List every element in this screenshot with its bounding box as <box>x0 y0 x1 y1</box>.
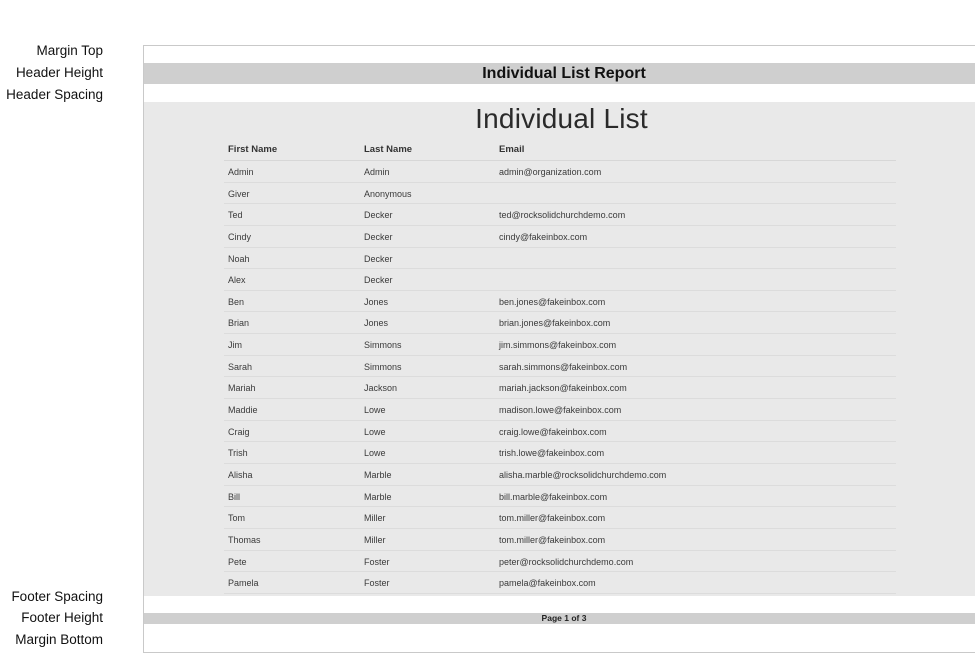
email-cell: bill.marble@fakeinbox.com <box>499 491 608 502</box>
report-header: Individual List Report <box>144 63 975 84</box>
last-name-cell: Lowe <box>364 426 386 437</box>
table-row <box>224 291 896 313</box>
last-name-cell: Simmons <box>364 361 402 372</box>
last-name-cell: Decker <box>364 253 393 264</box>
table-row <box>224 464 896 486</box>
column-header-last-name: Last Name <box>364 144 413 155</box>
last-name-cell: Decker <box>364 210 393 221</box>
table-row <box>224 507 896 529</box>
last-name-cell: Jones <box>364 318 389 329</box>
first-name-cell: Craig <box>228 426 250 437</box>
first-name-cell: Alisha <box>228 469 253 480</box>
first-name-cell: Giver <box>228 188 250 199</box>
first-name-cell: Noah <box>228 253 250 264</box>
table-row <box>224 269 896 291</box>
margin-bottom-label: Margin Bottom <box>15 632 103 647</box>
table-row <box>224 334 896 356</box>
column-header-first-name: First Name <box>228 144 278 155</box>
last-name-cell: Jackson <box>364 383 398 394</box>
first-name-cell: Tom <box>228 513 246 524</box>
email-cell: madison.lowe@fakeinbox.com <box>499 405 622 416</box>
last-name-cell: Decker <box>364 275 393 286</box>
table-row <box>224 421 896 443</box>
first-name-cell: Bill <box>228 491 241 502</box>
report-title: Individual List <box>475 103 648 134</box>
footer-height-label: Footer Height <box>21 610 103 625</box>
first-name-cell: Ted <box>228 210 243 221</box>
report-body <box>144 102 975 596</box>
first-name-cell: Maddie <box>228 405 258 416</box>
email-cell: mariah.jackson@fakeinbox.com <box>499 383 627 394</box>
table-row <box>224 161 896 183</box>
first-name-cell: Pamela <box>228 578 259 589</box>
first-name-cell: Admin <box>228 167 254 177</box>
last-name-cell: Simmons <box>364 340 402 351</box>
first-name-cell: Trish <box>228 448 248 459</box>
email-cell: jim.simmons@fakeinbox.com <box>499 340 617 351</box>
email-cell: brian.jones@fakeinbox.com <box>499 318 611 329</box>
table-row <box>224 356 896 378</box>
table-row <box>224 529 896 551</box>
last-name-cell: Miller <box>364 513 386 524</box>
email-cell: trish.lowe@fakeinbox.com <box>499 448 605 459</box>
first-name-cell: Brian <box>228 318 250 329</box>
email-cell: admin@organization.com <box>499 167 602 177</box>
first-name-cell: Sarah <box>228 361 253 372</box>
email-cell: craig.lowe@fakeinbox.com <box>499 426 607 437</box>
last-name-cell: Jones <box>364 296 389 307</box>
table-row <box>224 442 896 464</box>
last-name-cell: Miller <box>364 534 386 545</box>
email-cell: sarah.simmons@fakeinbox.com <box>499 361 628 372</box>
table-row <box>224 312 896 334</box>
first-name-cell: Cindy <box>228 231 252 242</box>
report-page-preview <box>143 45 975 653</box>
report-footer: Page 1 of 3 <box>144 613 975 624</box>
last-name-cell: Foster <box>364 556 390 567</box>
email-cell: alisha.marble@rocksolidchurchdemo.com <box>499 469 667 480</box>
header-spacing-label: Header Spacing <box>6 87 103 102</box>
email-cell: pamela@fakeinbox.com <box>499 578 596 589</box>
table-row <box>224 183 896 205</box>
table-row <box>224 226 896 248</box>
table-row <box>224 572 896 594</box>
first-name-cell: Alex <box>228 275 246 286</box>
last-name-cell: Lowe <box>364 448 386 459</box>
email-cell: ben.jones@fakeinbox.com <box>499 296 606 307</box>
email-cell: cindy@fakeinbox.com <box>499 231 588 242</box>
email-cell: tom.miller@fakeinbox.com <box>499 513 606 524</box>
last-name-cell: Foster <box>364 578 390 589</box>
table-row <box>224 248 896 270</box>
last-name-cell: Marble <box>364 469 392 480</box>
margin-top-label: Margin Top <box>36 43 103 58</box>
table-row <box>224 486 896 508</box>
last-name-cell: Decker <box>364 231 393 242</box>
first-name-cell: Thomas <box>228 534 261 545</box>
header-height-label: Header Height <box>15 65 103 80</box>
individual-list-table <box>224 161 896 594</box>
first-name-cell: Jim <box>228 340 242 351</box>
last-name-cell: Anonymous <box>364 188 412 199</box>
table-row <box>224 551 896 573</box>
last-name-cell: Admin <box>364 167 390 177</box>
table-row <box>224 204 896 226</box>
last-name-cell: Marble <box>364 491 392 502</box>
last-name-cell: Lowe <box>364 405 386 416</box>
first-name-cell: Mariah <box>228 383 256 394</box>
footer-spacing-label: Footer Spacing <box>11 589 103 604</box>
email-cell: tom.miller@fakeinbox.com <box>499 534 606 545</box>
column-header-email: Email <box>499 144 525 155</box>
table-row <box>224 399 896 421</box>
first-name-cell: Ben <box>228 296 245 307</box>
email-cell: peter@rocksolidchurchdemo.com <box>499 556 634 567</box>
table-row <box>224 377 896 399</box>
first-name-cell: Pete <box>228 556 247 567</box>
email-cell: ted@rocksolidchurchdemo.com <box>499 210 626 221</box>
